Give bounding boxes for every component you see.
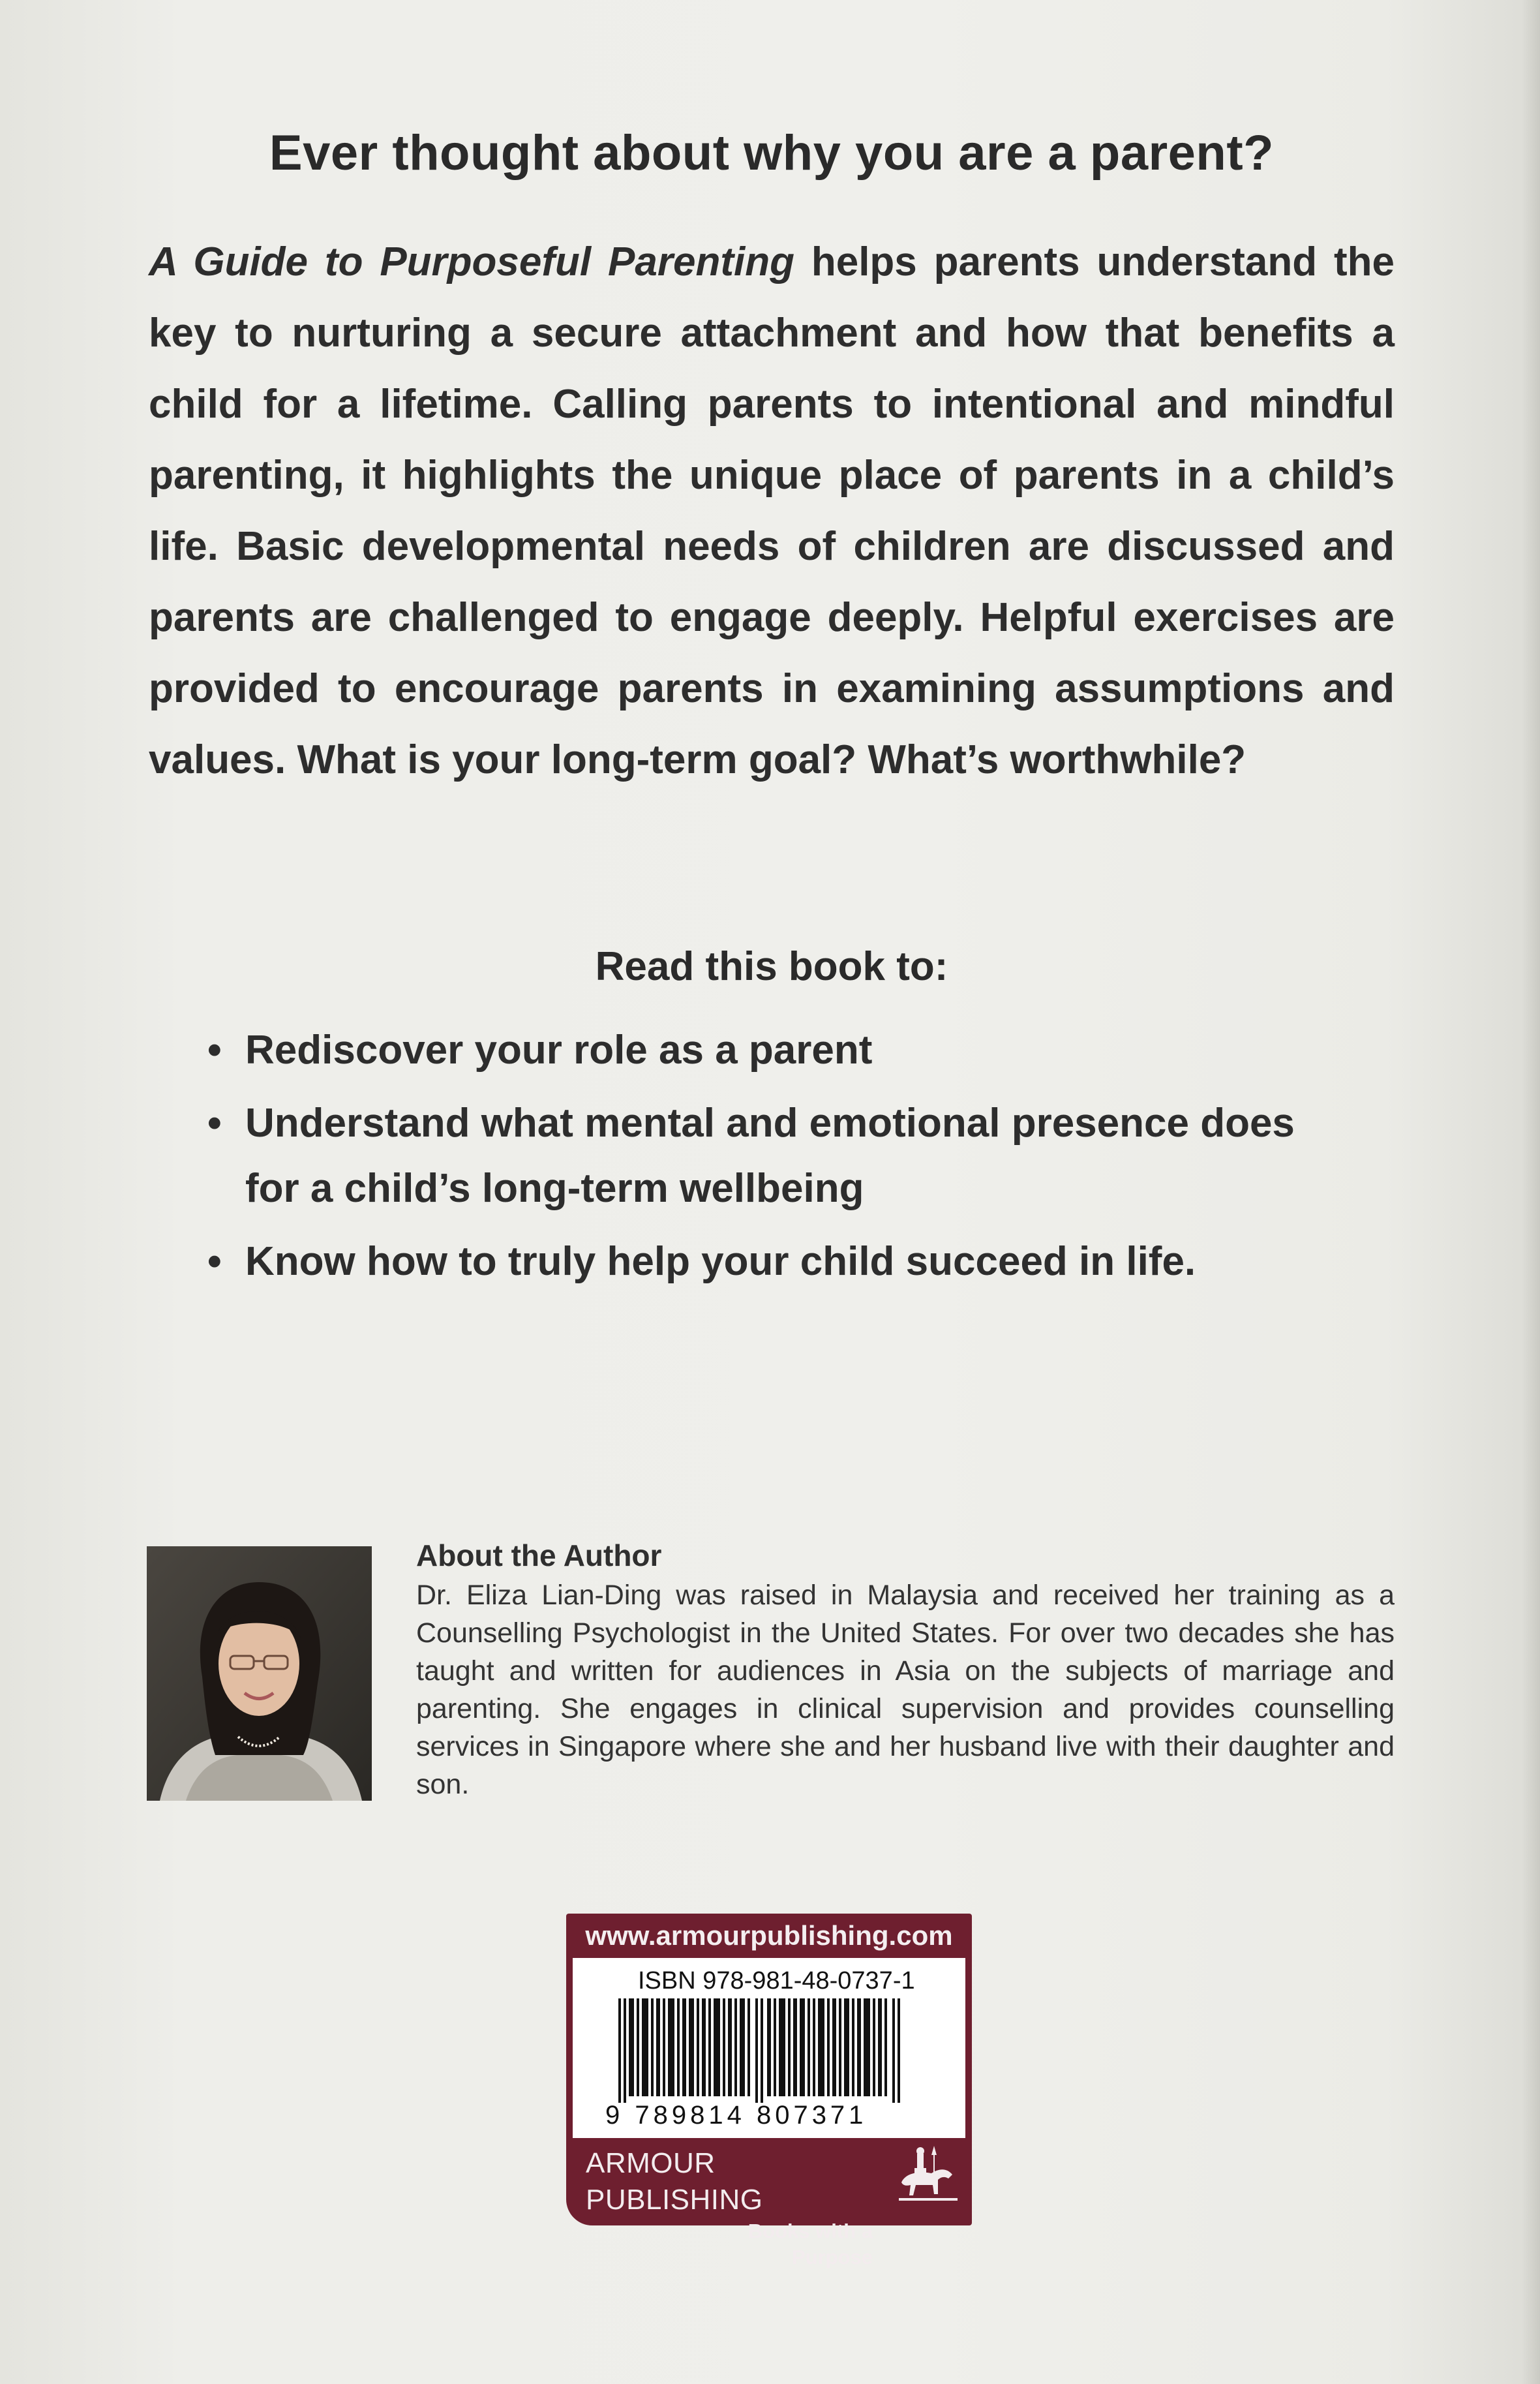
list-item [207, 1018, 1355, 1083]
list-item-text: Understand what mental and emotional presence does for a child’s long-term wellbeing [245, 1101, 1295, 1211]
list-item [207, 1229, 1355, 1294]
bullet-icon: • [207, 1028, 222, 1073]
bullet-icon: • [207, 1101, 222, 1146]
barcode-digits: 9 789814 807371 [605, 2101, 868, 2130]
publisher-name: ARMOUR PUBLISHING [586, 2147, 763, 2216]
headline: Ever thought about why you are a parent? [269, 125, 1275, 181]
book-title-italic: A Guide to Purposeful Parenting [149, 239, 794, 284]
publisher-tagline: Books with a Purpose [747, 2220, 873, 2269]
knight-horse-logo-icon [892, 2142, 964, 2214]
bullet-icon: • [207, 1239, 222, 1284]
about-author-heading: About the Author [416, 1538, 662, 1572]
publisher-url: www.armourpublishing.com [585, 1920, 953, 1951]
list-item [207, 1091, 1355, 1221]
about-author [416, 1535, 1395, 1803]
blurb-paragraph [149, 226, 1395, 795]
barcode-panel [566, 1914, 972, 2269]
list-item-text: Know how to truly help your child succeed in life. [245, 1239, 1196, 1284]
blurb-text: helps parents understand the key to nurturing a secure attachment and how that benefits a child for a lifetime. Calling parents to intentional and mindful parenting, it highlights the unique place of parents in a child’s life. Basic developmental needs of children are discussed and parents are challenged to engage deeply. Helpful exercises are provided to encourage parents in examining assumptions and values. What is your long-term goal? What’s worthwhile? [149, 239, 1395, 782]
barcode-label [573, 1958, 965, 2138]
isbn-number: ISBN 978-981-48-0737-1 [638, 1967, 915, 1994]
author-photo [147, 1546, 372, 1801]
barcode-icon [618, 1998, 918, 2103]
author-bio: Dr. Eliza Lian-Ding was raised in Malaysia and received her training as a Counselling Psychologist in the United States. For over two decades she has taught and written for audiences in Asia on the subjects of marriage and parenting. She engages in clinical supervision and provides counselling services in Singapore where she and her husband live with their daughter and son. [416, 1580, 1395, 1800]
read-this-heading: Read this book to: [595, 944, 948, 989]
list-item-text: Rediscover your role as a parent [245, 1028, 873, 1073]
benefit-list [207, 1018, 1355, 1302]
publisher-imprint [586, 2145, 873, 2270]
